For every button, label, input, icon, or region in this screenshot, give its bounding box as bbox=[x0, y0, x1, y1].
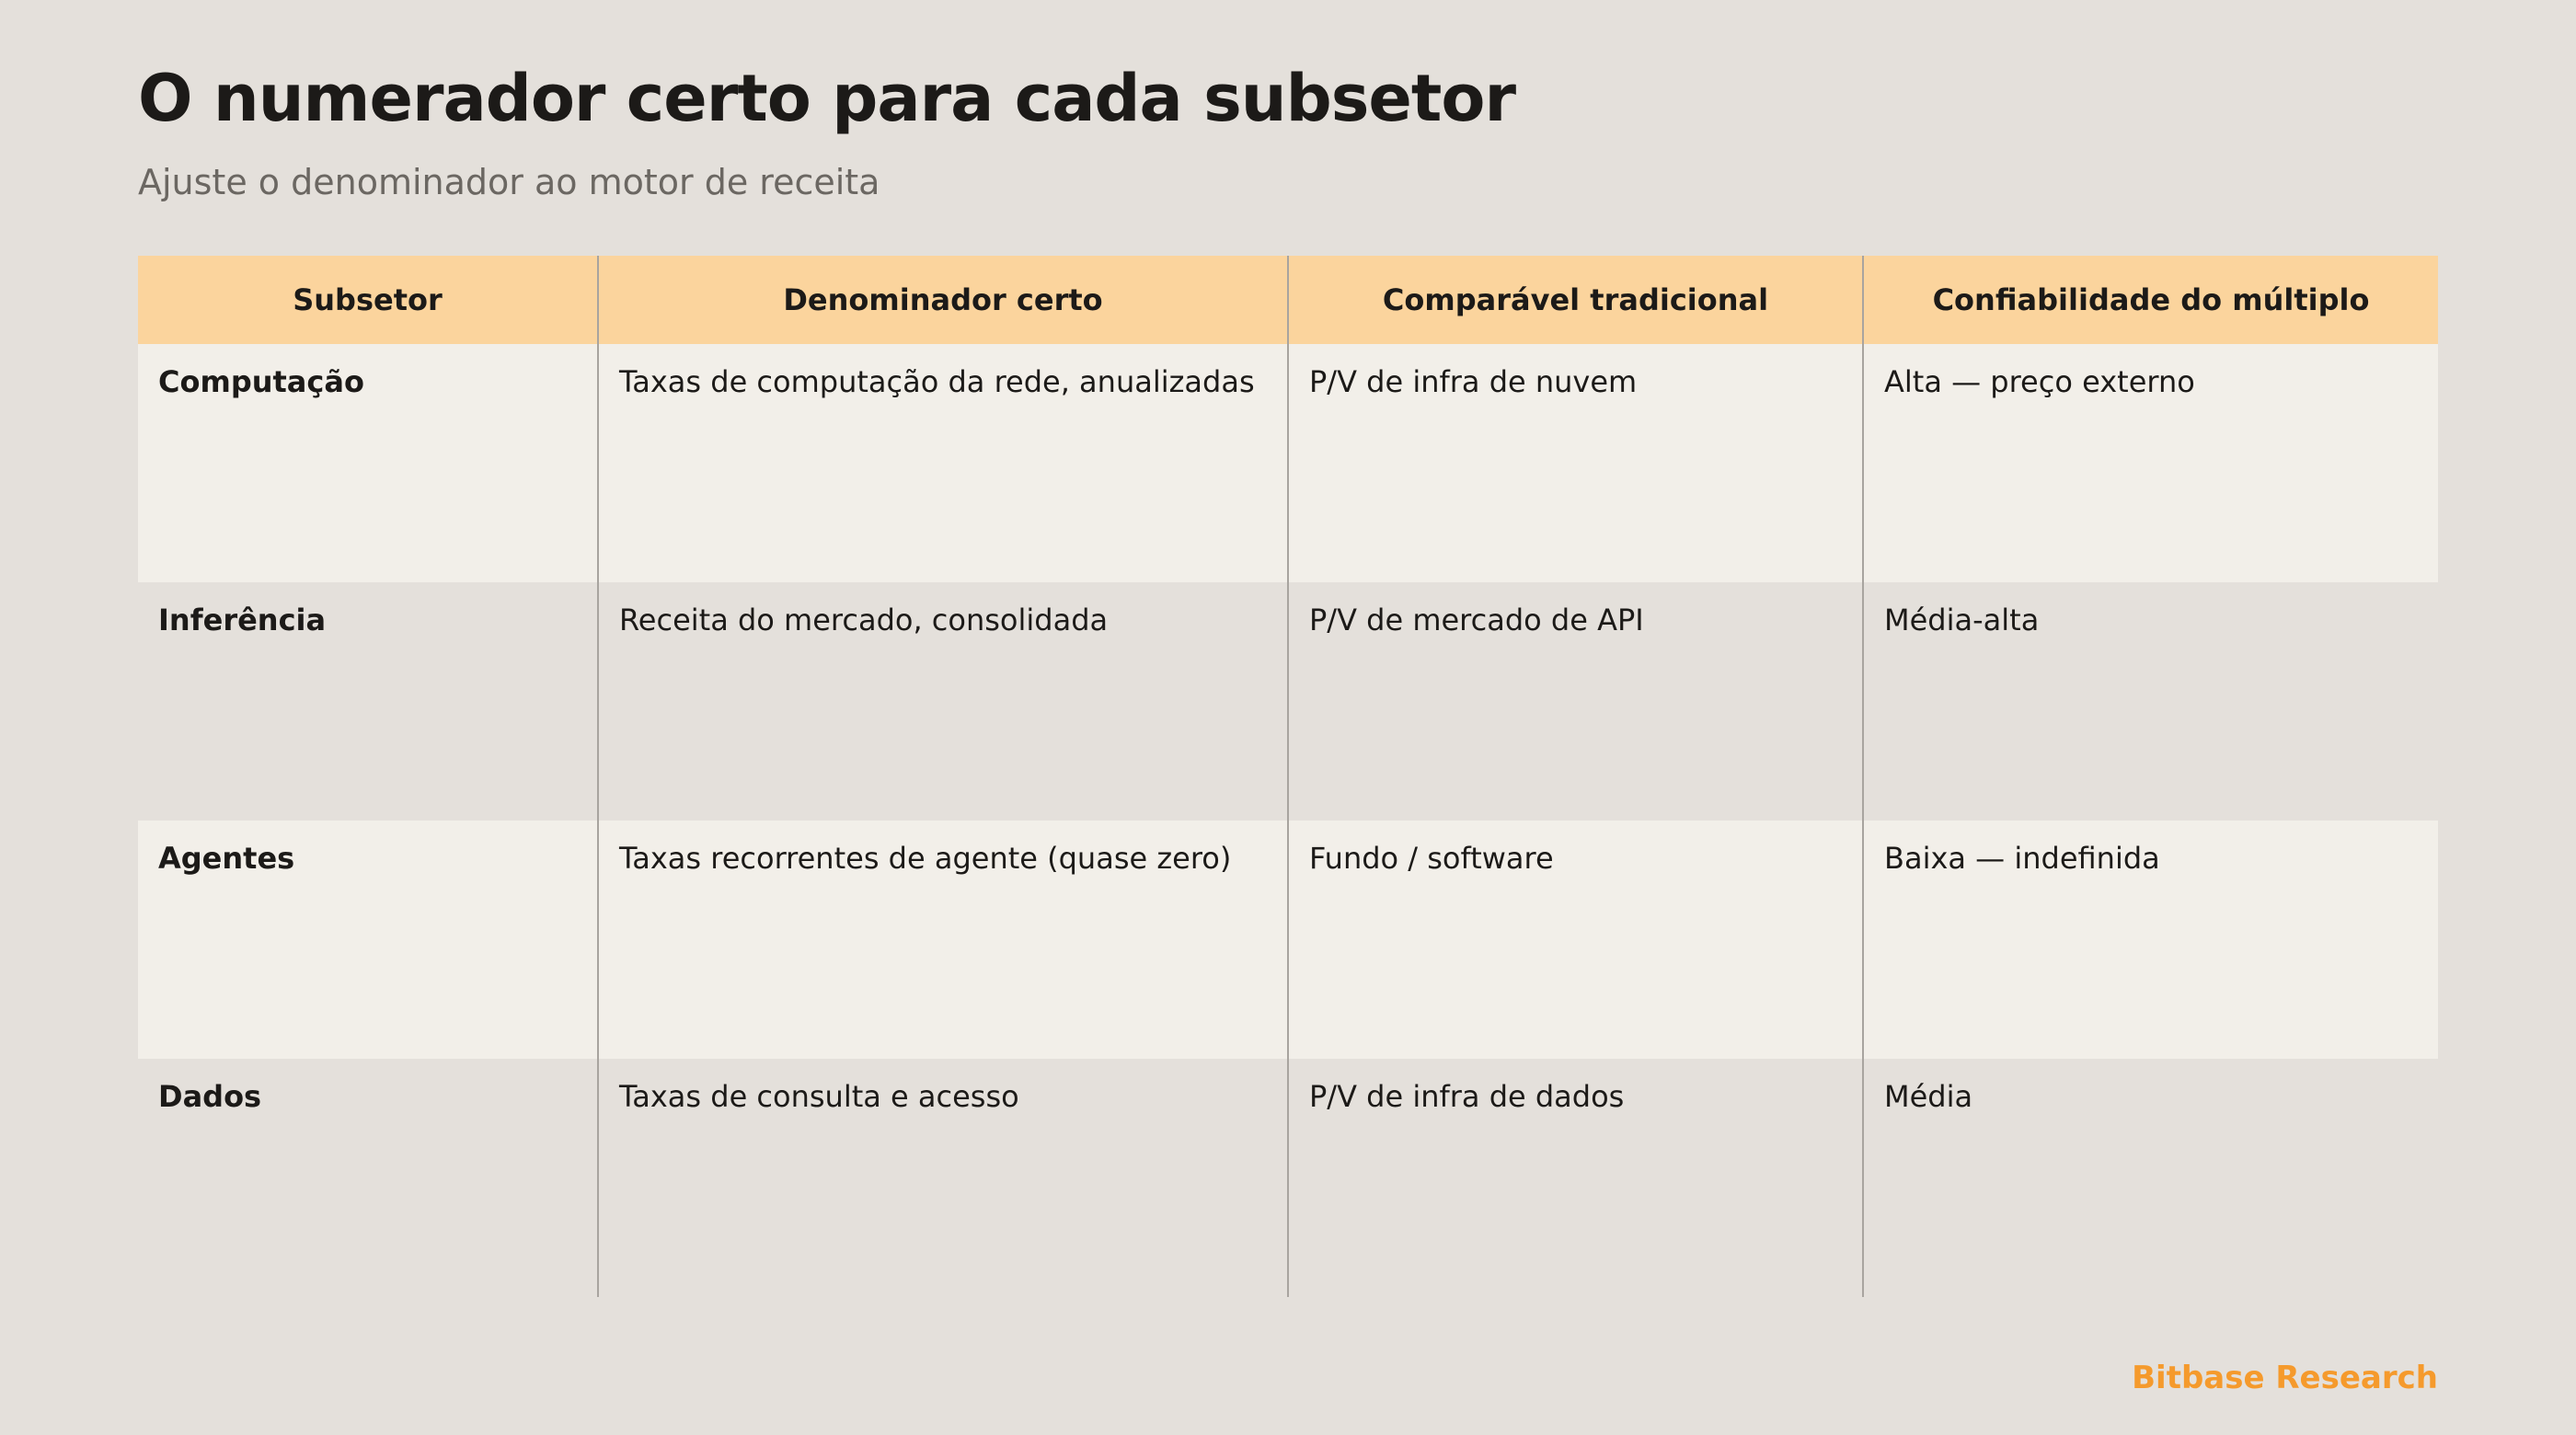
subsector-table bbox=[138, 256, 2438, 1297]
brand-footer: Bitbase Research bbox=[2132, 1360, 2438, 1396]
table-header-row bbox=[138, 256, 2438, 344]
cell-denominador: Taxas recorrentes de agente (quase zero) bbox=[598, 821, 1288, 1059]
page-title: O numerador certo para cada subsetor bbox=[138, 61, 1515, 136]
cell-subsetor: Inferência bbox=[138, 582, 598, 821]
cell-denominador: Taxas de consulta e acesso bbox=[598, 1059, 1288, 1297]
header-comparavel: Comparável tradicional bbox=[1288, 256, 1863, 344]
cell-comparavel: Fundo / software bbox=[1288, 821, 1863, 1059]
cell-confiabilidade: Baixa — indefinida bbox=[1863, 821, 2438, 1059]
cell-subsetor: Computação bbox=[138, 344, 598, 582]
cell-comparavel: P/V de infra de dados bbox=[1288, 1059, 1863, 1297]
cell-denominador: Receita do mercado, consolidada bbox=[598, 582, 1288, 821]
header-denominador: Denominador certo bbox=[598, 256, 1288, 344]
table-row bbox=[138, 821, 2438, 1059]
cell-denominador: Taxas de computação da rede, anualizadas bbox=[598, 344, 1288, 582]
cell-subsetor: Dados bbox=[138, 1059, 598, 1297]
header-subsetor: Subsetor bbox=[138, 256, 598, 344]
cell-subsetor: Agentes bbox=[138, 821, 598, 1059]
cell-comparavel: P/V de infra de nuvem bbox=[1288, 344, 1863, 582]
page-subtitle: Ajuste o denominador ao motor de receita bbox=[138, 162, 880, 202]
cell-comparavel: P/V de mercado de API bbox=[1288, 582, 1863, 821]
cell-confiabilidade: Alta — preço externo bbox=[1863, 344, 2438, 582]
table-row bbox=[138, 582, 2438, 821]
table-row bbox=[138, 344, 2438, 582]
table-row bbox=[138, 1059, 2438, 1297]
cell-confiabilidade: Média bbox=[1863, 1059, 2438, 1297]
cell-confiabilidade: Média-alta bbox=[1863, 582, 2438, 821]
header-confiabilidade: Confiabilidade do múltiplo bbox=[1863, 256, 2438, 344]
